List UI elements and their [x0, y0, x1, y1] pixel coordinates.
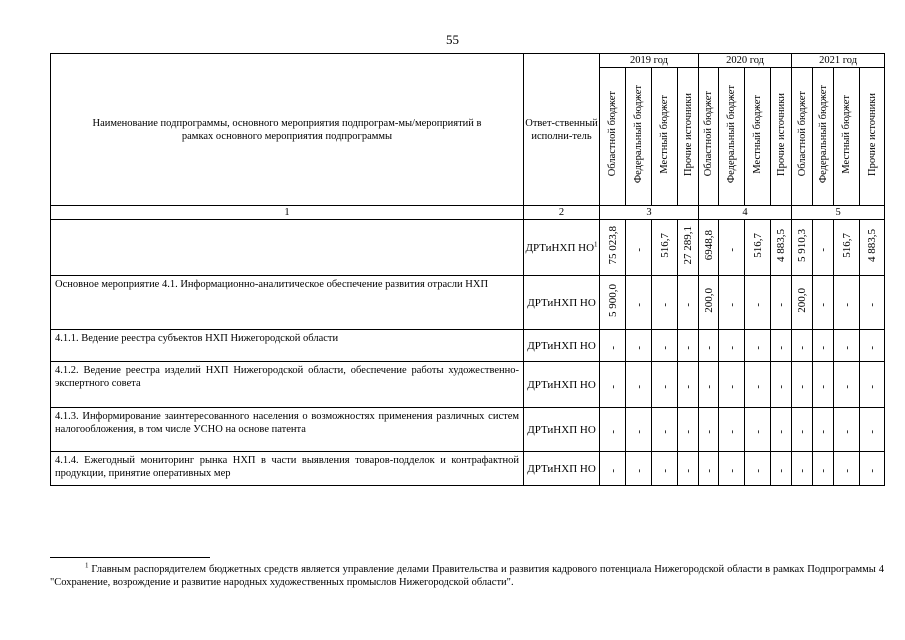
header-source-cell	[600, 68, 626, 206]
value-text: 516,7	[840, 232, 853, 258]
value-text: -	[632, 302, 645, 307]
value-text: -	[866, 345, 879, 350]
header-source-cell	[771, 68, 792, 206]
header-source-cell	[678, 68, 699, 206]
value-text: -	[866, 429, 879, 434]
header-source-label: Областной бюджет	[607, 91, 618, 177]
value-cell	[813, 276, 834, 330]
value-text: -	[725, 384, 738, 389]
header-executor: Ответ-ственный исполни-тель	[524, 54, 600, 206]
value-cell	[834, 220, 860, 276]
table-row	[51, 362, 885, 408]
value-cell	[678, 330, 699, 362]
value-cell	[652, 330, 678, 362]
value-cell	[860, 452, 885, 486]
value-text: -	[682, 384, 695, 389]
value-text: -	[840, 384, 853, 389]
value-text: -	[682, 468, 695, 473]
value-text: -	[751, 468, 764, 473]
value-text: 200,0	[702, 287, 715, 313]
header-source-cell	[626, 68, 652, 206]
value-text: -	[796, 345, 809, 350]
value-text: 200,0	[796, 287, 809, 313]
value-cell	[626, 220, 652, 276]
value-text: 6948,8	[702, 229, 715, 261]
header-name: Наименование подпрограммы, основного мероприятия подпрограм-мы/мероприятий в рамках основного мероприятия подпрограммы	[51, 54, 524, 206]
value-text: -	[632, 345, 645, 350]
value-cell	[699, 330, 719, 362]
header-source-cell	[745, 68, 771, 206]
value-cell	[813, 220, 834, 276]
table-row	[51, 276, 885, 330]
header-source-label: Прочие источники	[866, 92, 878, 176]
table-row	[51, 330, 885, 362]
value-text: -	[658, 384, 671, 389]
value-cell	[600, 330, 626, 362]
header-source-cell	[699, 68, 719, 206]
header-source-label: Федеральный бюджет	[633, 84, 644, 184]
value-text: -	[817, 302, 830, 307]
value-text: -	[632, 384, 645, 389]
header-row-years	[51, 54, 885, 68]
row-executor: ДРТиНХП НО	[527, 296, 596, 309]
value-cell	[771, 276, 792, 330]
value-cell	[792, 452, 813, 486]
row-name: 4.1.1. Ведение реестра субъектов НХП Нижегородской области	[51, 330, 524, 362]
value-text: -	[751, 345, 764, 350]
value-cell	[813, 408, 834, 452]
value-text: -	[725, 345, 738, 350]
value-text: -	[632, 468, 645, 473]
value-text: -	[866, 302, 879, 307]
value-text: 27 289,1	[682, 225, 695, 265]
row-executor-cell	[524, 362, 600, 408]
value-text: -	[840, 429, 853, 434]
value-text: -	[775, 429, 788, 434]
value-cell	[860, 408, 885, 452]
value-cell	[813, 362, 834, 408]
value-text: -	[725, 468, 738, 473]
executor-footnote-marker: 1	[594, 239, 598, 248]
value-cell	[626, 330, 652, 362]
value-cell	[719, 362, 745, 408]
row-executor-cell	[524, 220, 600, 276]
value-cell	[834, 330, 860, 362]
value-cell	[719, 276, 745, 330]
value-text: 4 883,5	[775, 228, 788, 262]
value-cell	[678, 220, 699, 276]
header-source-label: Федеральный бюджет	[726, 84, 738, 184]
value-cell	[771, 452, 792, 486]
value-text: -	[840, 345, 853, 350]
value-text: -	[606, 345, 619, 350]
header-source-label: Местный бюджет	[659, 94, 670, 174]
value-cell	[652, 452, 678, 486]
value-text: -	[866, 384, 879, 389]
value-cell	[834, 408, 860, 452]
footnote-text: Главным распорядителем бюджетных средств является управление делами Правительства и развития кадрового потенциала Нижегородской области в рамках Подпрограммы 4 "Сохранение, возрождение и развитие народных художественных промыслов Нижегородской области".	[50, 564, 885, 588]
value-text: -	[751, 429, 764, 434]
value-cell	[860, 220, 885, 276]
value-cell	[771, 220, 792, 276]
value-text: -	[866, 468, 879, 473]
header-source-label: Местный бюджет	[752, 94, 764, 174]
value-text: -	[682, 345, 695, 350]
row-name: 4.1.2. Ведение реестра изделий НХП Нижегородской области, обеспечение работы художественно-экспертного совета	[51, 362, 524, 408]
budget-table	[50, 53, 885, 486]
value-cell	[678, 362, 699, 408]
value-cell	[699, 452, 719, 486]
header-source-cell	[652, 68, 678, 206]
value-cell	[719, 408, 745, 452]
value-text: -	[817, 384, 830, 389]
value-text: -	[658, 468, 671, 473]
value-text: -	[658, 345, 671, 350]
row-executor: ДРТиНХП НО	[527, 423, 596, 436]
value-text: -	[796, 429, 809, 434]
value-text: -	[840, 468, 853, 473]
column-number-1: 1	[51, 206, 524, 220]
value-text: -	[775, 468, 788, 473]
table-row	[51, 408, 885, 452]
row-executor: ДРТиНХП НО	[525, 241, 595, 254]
value-cell	[652, 362, 678, 408]
value-text: -	[658, 429, 671, 434]
value-cell	[792, 220, 813, 276]
value-cell	[626, 452, 652, 486]
row-name: Основное мероприятие 4.1. Информационно-аналитическое обеспечение развития отрасли НХП	[51, 276, 524, 330]
value-text: -	[606, 429, 619, 434]
value-cell	[699, 362, 719, 408]
row-name	[51, 220, 524, 276]
value-cell	[719, 220, 745, 276]
value-text: -	[817, 468, 830, 473]
row-executor-cell	[524, 452, 600, 486]
value-cell	[834, 452, 860, 486]
value-cell	[792, 330, 813, 362]
header-source-label: Областной бюджет	[703, 91, 715, 177]
value-cell	[678, 452, 699, 486]
value-cell	[771, 362, 792, 408]
header-source-label: Федеральный бюджет	[817, 84, 829, 184]
footnote-separator	[50, 557, 210, 558]
value-cell	[771, 330, 792, 362]
value-text: -	[840, 302, 853, 307]
header-year-2020: 2020 год	[699, 54, 792, 68]
value-cell	[678, 276, 699, 330]
value-text: -	[775, 345, 788, 350]
value-text: 75 023,8	[606, 225, 619, 265]
page-number: 55	[446, 32, 459, 47]
value-cell	[626, 408, 652, 452]
value-text: -	[725, 247, 738, 252]
value-text: 516,7	[751, 232, 764, 258]
value-cell	[813, 452, 834, 486]
header-source-cell	[813, 68, 834, 206]
row-executor-cell	[524, 408, 600, 452]
value-cell	[600, 220, 626, 276]
value-text: -	[702, 429, 715, 434]
value-text: 5 900,0	[606, 283, 619, 317]
row-name: 4.1.3. Информирование заинтересованного населения о возможностях применения различных систем налогообложения, в том числе УСНО на основе патента	[51, 408, 524, 452]
value-cell	[745, 220, 771, 276]
header-source-cell	[860, 68, 885, 206]
value-text: -	[702, 345, 715, 350]
value-text: -	[725, 302, 738, 307]
value-text: -	[725, 429, 738, 434]
header-source-label: Прочие источники	[775, 92, 787, 176]
value-cell	[652, 220, 678, 276]
header-source-cell	[719, 68, 745, 206]
value-cell	[699, 408, 719, 452]
value-cell	[600, 408, 626, 452]
value-text: -	[796, 384, 809, 389]
header-source-label: Местный бюджет	[841, 94, 853, 174]
column-number-2: 2	[524, 206, 600, 220]
value-cell	[813, 330, 834, 362]
footnote-marker: 1	[85, 561, 89, 570]
value-cell	[745, 362, 771, 408]
value-text: -	[682, 429, 695, 434]
value-cell	[699, 220, 719, 276]
value-cell	[834, 362, 860, 408]
value-cell	[834, 276, 860, 330]
value-cell	[652, 408, 678, 452]
value-cell	[792, 276, 813, 330]
value-text: -	[632, 247, 645, 252]
value-text: -	[658, 302, 671, 307]
value-text: -	[817, 247, 830, 252]
column-number-4: 4	[699, 206, 792, 220]
value-text: -	[702, 384, 715, 389]
value-text: -	[632, 429, 645, 434]
value-text: -	[751, 384, 764, 389]
value-cell	[745, 452, 771, 486]
value-text: 4 883,5	[866, 228, 879, 262]
table-row	[51, 220, 885, 276]
value-text: -	[606, 468, 619, 473]
column-number-3: 3	[600, 206, 699, 220]
value-cell	[745, 408, 771, 452]
value-text: -	[775, 384, 788, 389]
value-text: -	[751, 302, 764, 307]
row-executor-cell	[524, 330, 600, 362]
value-cell	[792, 408, 813, 452]
table-body	[51, 220, 885, 486]
value-text: 5 910,3	[796, 228, 809, 262]
value-cell	[600, 276, 626, 330]
header-source-label: Областной бюджет	[796, 91, 808, 177]
header-source-cell	[834, 68, 860, 206]
value-cell	[678, 408, 699, 452]
value-text: -	[775, 302, 788, 307]
row-executor-cell	[524, 276, 600, 330]
value-cell	[745, 330, 771, 362]
value-cell	[860, 330, 885, 362]
header-year-2019: 2019 год	[600, 54, 699, 68]
value-cell	[600, 362, 626, 408]
value-cell	[626, 362, 652, 408]
footnote	[50, 563, 884, 589]
row-executor: ДРТиНХП НО	[527, 462, 596, 475]
value-cell	[860, 362, 885, 408]
value-text: -	[817, 429, 830, 434]
value-text: -	[817, 345, 830, 350]
value-cell	[699, 276, 719, 330]
value-cell	[771, 408, 792, 452]
row-name: 4.1.4. Ежегодный мониторинг рынка НХП в части выявления товаров-подделок и контрафактной продукции, принятие оперативных мер	[51, 452, 524, 486]
header-source-label: Прочие источники	[682, 92, 694, 176]
value-cell	[860, 276, 885, 330]
header-source-cell	[792, 68, 813, 206]
value-cell	[652, 276, 678, 330]
header-row-numbers	[51, 206, 885, 220]
column-number-5: 5	[792, 206, 885, 220]
value-text: -	[702, 468, 715, 473]
value-cell	[719, 330, 745, 362]
row-executor: ДРТиНХП НО	[527, 378, 596, 391]
value-cell	[626, 276, 652, 330]
table-row	[51, 452, 885, 486]
value-text: -	[682, 302, 695, 307]
value-cell	[745, 276, 771, 330]
row-executor: ДРТиНХП НО	[527, 339, 596, 352]
value-cell	[719, 452, 745, 486]
value-cell	[600, 452, 626, 486]
value-cell	[792, 362, 813, 408]
value-text: -	[606, 384, 619, 389]
value-text: -	[796, 468, 809, 473]
value-text: 516,7	[658, 232, 671, 258]
header-year-2021: 2021 год	[792, 54, 885, 68]
